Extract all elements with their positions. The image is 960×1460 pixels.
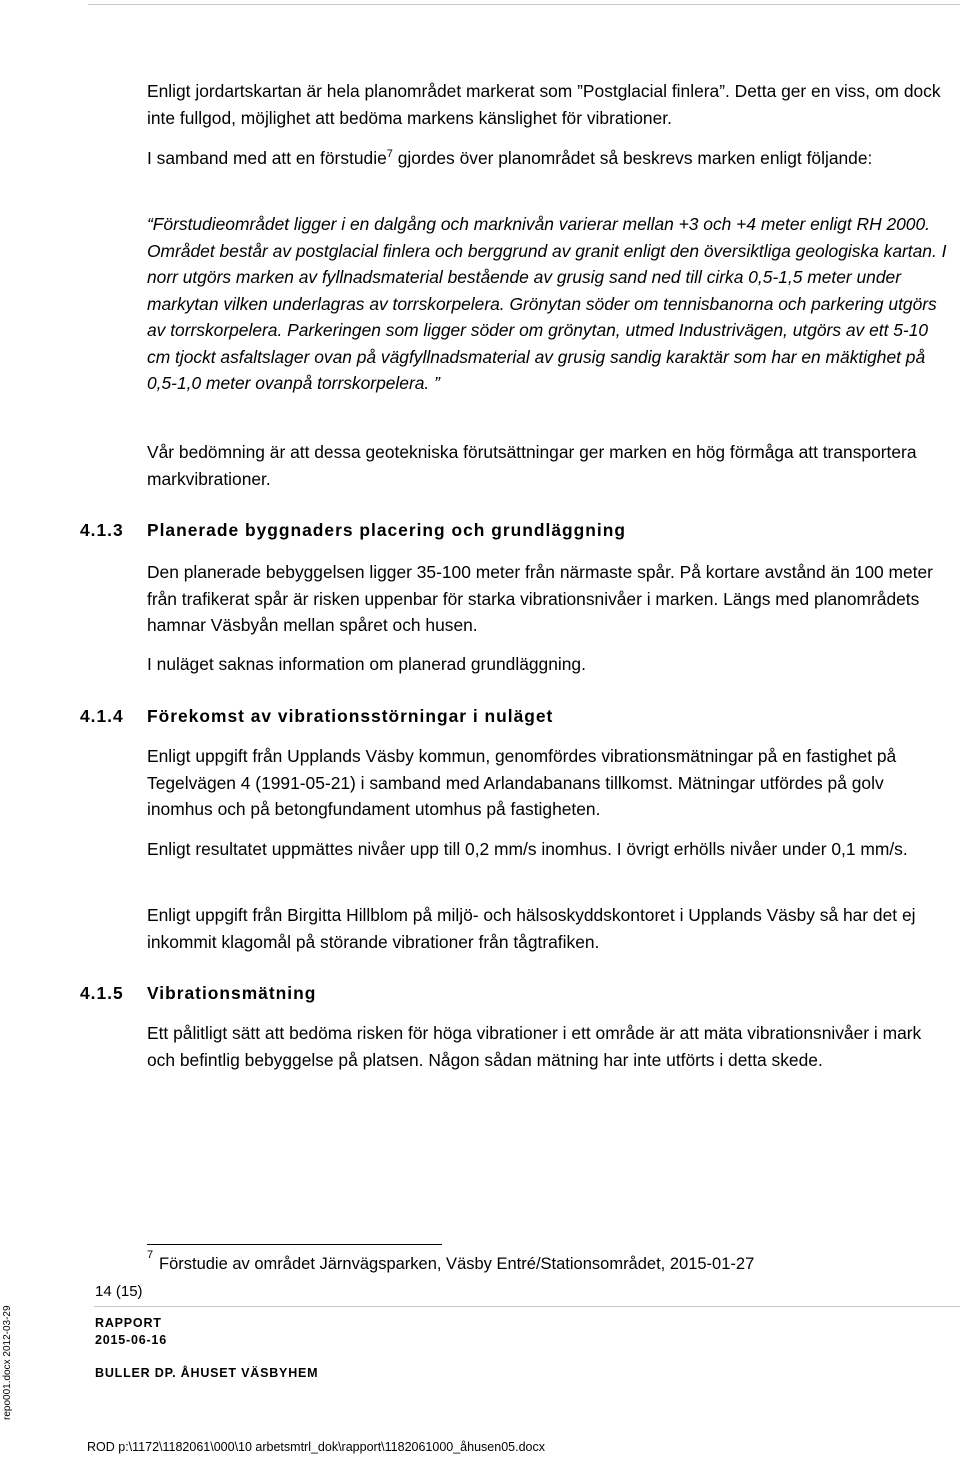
footnote-text: Förstudie av området Järnvägsparken, Väsby Entré/Stationsområdet, 2015-01-27: [159, 1255, 755, 1273]
file-path: ROD p:\1172\1182061\000\10 arbetsmtrl_dok\rapport\1182061000_åhusen05.docx: [87, 1440, 545, 1454]
footnote-divider: [147, 1244, 442, 1245]
section-title-vibration-disturbances: Förekomst av vibrationsstörningar i nuläget: [147, 706, 554, 726]
section-413-paragraph-2: I nuläget saknas information om planerad grundläggning.: [147, 654, 586, 674]
document-type: RAPPORT: [95, 1316, 162, 1330]
page-number: 14 (15): [95, 1283, 143, 1300]
paragraph-prestudy-intro: [147, 145, 952, 172]
section-title-vibration-measurement: Vibrationsmätning: [147, 983, 317, 1003]
section-414-paragraph-1: Enligt uppgift från Upplands Väsby kommun, genomfördes vibrationsmätningar på en fastighet på Tegelvägen 4 (1991-05-21) i samband med Arlandabanans tillkomst. Mätningar utfördes på golv inomhus och på betongfundament utomhus på fastigheten.: [147, 746, 897, 819]
project-name: BULLER DP. ÅHUSET VÄSBYHEM: [95, 1366, 319, 1380]
paragraph-assessment: Vår bedömning är att dessa geotekniska förutsättningar ger marken en hög förmåga att transportera markvibrationer.: [147, 442, 917, 489]
prestudy-text-before: I samband med att en förstudie: [147, 148, 387, 168]
section-number-415: 4.1.5: [80, 983, 124, 1003]
document-date: 2015-06-16: [95, 1333, 167, 1347]
top-divider: [88, 4, 960, 5]
footer-divider: [94, 1306, 960, 1307]
section-number-414: 4.1.4: [80, 706, 124, 726]
section-number-413: 4.1.3: [80, 520, 124, 540]
quote-prestudy: “Förstudieområdet ligger i en dalgång och marknivån varierar mellan +3 och +4 meter enligt RH 2000. Området består av postglacial finlera och berggrund av granit enligt den översiktliga geologiska kartan. I norr utgörs marken av fyllnadsmaterial bestående av grusig sand ned till cirka 0,5-1,5 meter under markytan vilken underlagras av torrskorpelera. Grönytan söder om tennisbanorna och parkering utgörs av torrskorpelera. Parkeringen som ligger söder om grönytan, utmed Industrivägen, utgörs av ett 5-10 cm tjockt asfaltslager ovan på vägfyllnadsmaterial av grusig sandig karaktär som har en mäktighet på 0,5-1,0 meter ovanpå torrskorpelera. ”: [147, 214, 947, 393]
section-414-paragraph-2: Enligt resultatet uppmättes nivåer upp till 0,2 mm/s inomhus. I övrigt erhölls nivåer under 0,1 mm/s.: [147, 839, 908, 859]
section-413-paragraph-1: Den planerade bebyggelsen ligger 35-100 meter från närmaste spår. På kortare avstånd än 100 meter från trafikerat spår är risken uppenbar för starka vibrationsnivåer i marken. Längs med planområdets hamnar Väsbyån mellan spåret och husen.: [147, 562, 933, 635]
paragraph-soil-map: Enligt jordartskartan är hela planområdet markerat som ”Postglacial finlera”. Detta ger en viss, om dock inte fullgod, möjlighet att bedöma markens känslighet för vibrationer.: [147, 81, 941, 128]
footnote-reference: 7: [386, 148, 393, 161]
prestudy-text-after: gjordes över planområdet så beskrevs marken enligt följande:: [392, 148, 873, 168]
section-title-planned-buildings: Planerade byggnaders placering och grundläggning: [147, 520, 626, 540]
template-version-label: repo001.docx 2012-03-29: [2, 1305, 13, 1420]
section-415-paragraph-1: Ett pålitligt sätt att bedöma risken för höga vibrationer i ett område är att mäta vibrationsnivåer i mark och befintlig bebyggelse på platsen. Någon sådan mätning har inte utförts i detta skede.: [147, 1023, 922, 1070]
footnote-number: 7: [147, 1249, 154, 1261]
section-414-paragraph-3: Enligt uppgift från Birgitta Hillblom på miljö- och hälsoskyddskontoret i Upplands Väsby så har det ej inkommit klagomål på störande vibrationer från tågtrafiken.: [147, 905, 916, 952]
